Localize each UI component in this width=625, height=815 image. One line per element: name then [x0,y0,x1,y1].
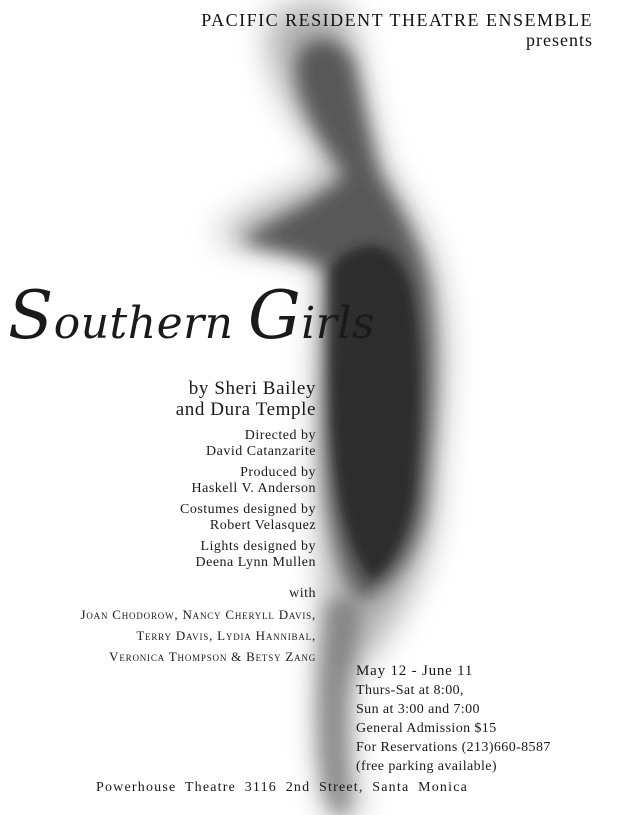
presenter-block [113,10,593,50]
schedule-weekday: Thurs-Sat at 8:00, [356,683,464,698]
with-label: with [289,586,316,601]
authors [6,378,316,420]
presenter-name: PACIFIC RESIDENT THEATRE ENSEMBLE [201,10,593,30]
run-dates: May 12 - June 11 [356,663,474,679]
credit-name-producer: Haskell V. Anderson [191,481,316,496]
cast-line-2: Terry Davis, Lydia Hannibal, [136,628,316,643]
credit-role-director: Directed by [244,428,316,443]
credit-name-lights: Deena Lynn Mullen [195,555,316,570]
title-initial-s: S [8,277,54,354]
credit-role-costumes: Costumes designed by [180,502,316,517]
credit-name-director: David Catanzarite [206,444,316,459]
performance-info [356,662,616,776]
title-word-rest-2: irls [301,298,375,349]
credit-role-lights: Lights designed by [200,539,316,554]
venue-address: Powerhouse Theatre 3116 2nd Street, Santa Monica [96,780,469,795]
title-initial-g: G [247,277,302,354]
credits-block [6,378,316,576]
parking-note: (free parking available) [356,759,497,774]
cast-line-3: Veronica Thompson & Betsy Zang [109,649,316,664]
schedule-sunday: Sun at 3:00 and 7:00 [356,702,480,717]
credit-name-costumes: Robert Velasquez [209,518,316,533]
cast-line-1: Joan Chodorow, Nancy Cheryll Davis, [80,607,316,622]
presents-label: presents [526,30,593,50]
authors-line-1: by Sheri Bailey [188,378,316,399]
title-word-rest-1: outhern [53,298,234,349]
admission-price: General Admission $15 [356,721,497,736]
credit-role-producer: Produced by [240,465,316,480]
play-title [8,277,375,354]
authors-line-2: and Dura Temple [175,399,316,420]
cast-list [0,604,316,667]
reservations-phone: For Reservations (213)660-8587 [356,740,551,755]
